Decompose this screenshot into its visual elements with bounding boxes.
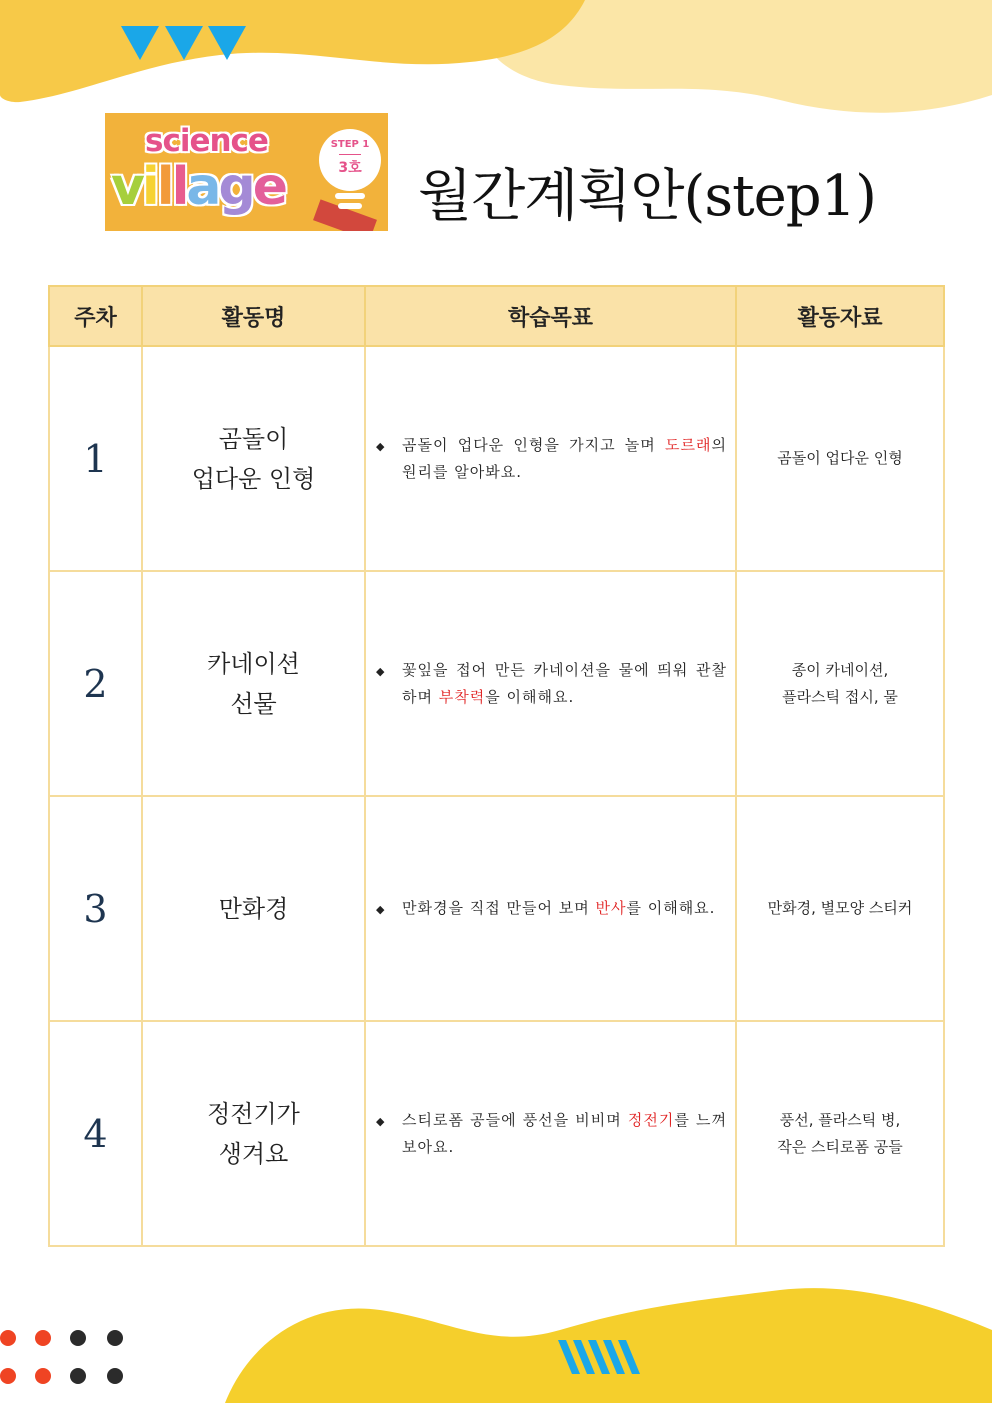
- activity-name: 곰돌이 업다운 인형: [142, 346, 365, 571]
- header-goal: 학습목표: [365, 286, 736, 346]
- week-number: 3: [49, 796, 142, 1021]
- activity-materials: 종이 카네이션, 플라스틱 접시, 물: [736, 571, 944, 796]
- lightbulb-base: [335, 193, 365, 199]
- learning-goal: [365, 571, 736, 796]
- activity-materials: 풍선, 플라스틱 병, 작은 스티로폼 공들: [736, 1021, 944, 1246]
- goal-keyword: 도르래: [665, 435, 712, 454]
- goal-text: 의 원리를 알아봐요.: [402, 435, 727, 481]
- logo-step-label: STEP 1: [330, 139, 370, 150]
- goal-text: 꽃잎을 접어 만든 카네이션을 물에 띄워 관찰하며: [402, 660, 727, 706]
- logo-word-science: science: [145, 123, 268, 159]
- goal-text: 을 이해해요.: [485, 687, 575, 706]
- diamond-bullet-icon: ◆: [376, 902, 385, 916]
- goal-text: 곰돌이 업다운 인형을 가지고 놀며: [402, 435, 666, 454]
- learning-goal: [365, 346, 736, 571]
- goal-text: 스티로폼 공들에 풍선을 비비며: [402, 1110, 628, 1129]
- week-number: 4: [49, 1021, 142, 1246]
- week-number: 2: [49, 571, 142, 796]
- table-header-row: [49, 286, 944, 346]
- logo-word-village: village: [111, 157, 285, 217]
- dot-red: [0, 1330, 16, 1346]
- goal-keyword: 반사: [595, 898, 627, 917]
- page-title: 월간계획안(step1): [418, 164, 877, 229]
- goal-keyword: 부착력: [438, 687, 486, 706]
- table-row: [49, 571, 944, 796]
- dot-dark: [107, 1330, 123, 1346]
- activity-name: 정전기가 생겨요: [142, 1021, 365, 1246]
- goal-text: 를 느껴보아요.: [402, 1110, 727, 1156]
- activity-name: 카네이션 선물: [142, 571, 365, 796]
- monthly-plan-table: [48, 285, 945, 1247]
- goal-text: 를 이해해요.: [626, 898, 716, 917]
- dot-dark: [107, 1368, 123, 1384]
- goal-text: 만화경을 직접 만들어 보며: [402, 898, 596, 917]
- table-row: [49, 346, 944, 571]
- science-village-logo: [105, 113, 388, 231]
- table-row: [49, 1021, 944, 1246]
- dot-dark: [70, 1368, 86, 1384]
- activity-materials: 곰돌이 업다운 인형: [736, 346, 944, 571]
- lightbulb-base: [338, 203, 362, 209]
- diamond-bullet-icon: ◆: [376, 664, 385, 678]
- header-activity: 활동명: [142, 286, 365, 346]
- logo-issue-label: 3호: [319, 157, 381, 177]
- table-row: [49, 796, 944, 1021]
- dot-red: [35, 1330, 51, 1346]
- activity-materials: 만화경, 별모양 스티커: [736, 796, 944, 1021]
- header-week: 주차: [49, 286, 142, 346]
- activity-name: 만화경: [142, 796, 365, 1021]
- header-materials: 활동자료: [736, 286, 944, 346]
- learning-goal: [365, 1021, 736, 1246]
- top-yellow-wave: [0, 0, 585, 102]
- dot-red: [35, 1368, 51, 1384]
- diamond-bullet-icon: ◆: [376, 439, 385, 453]
- week-number: 1: [49, 346, 142, 571]
- learning-goal: [365, 796, 736, 1021]
- goal-keyword: 정전기: [627, 1110, 675, 1129]
- dot-dark: [70, 1330, 86, 1346]
- diamond-bullet-icon: ◆: [376, 1114, 385, 1128]
- dot-red: [0, 1368, 16, 1384]
